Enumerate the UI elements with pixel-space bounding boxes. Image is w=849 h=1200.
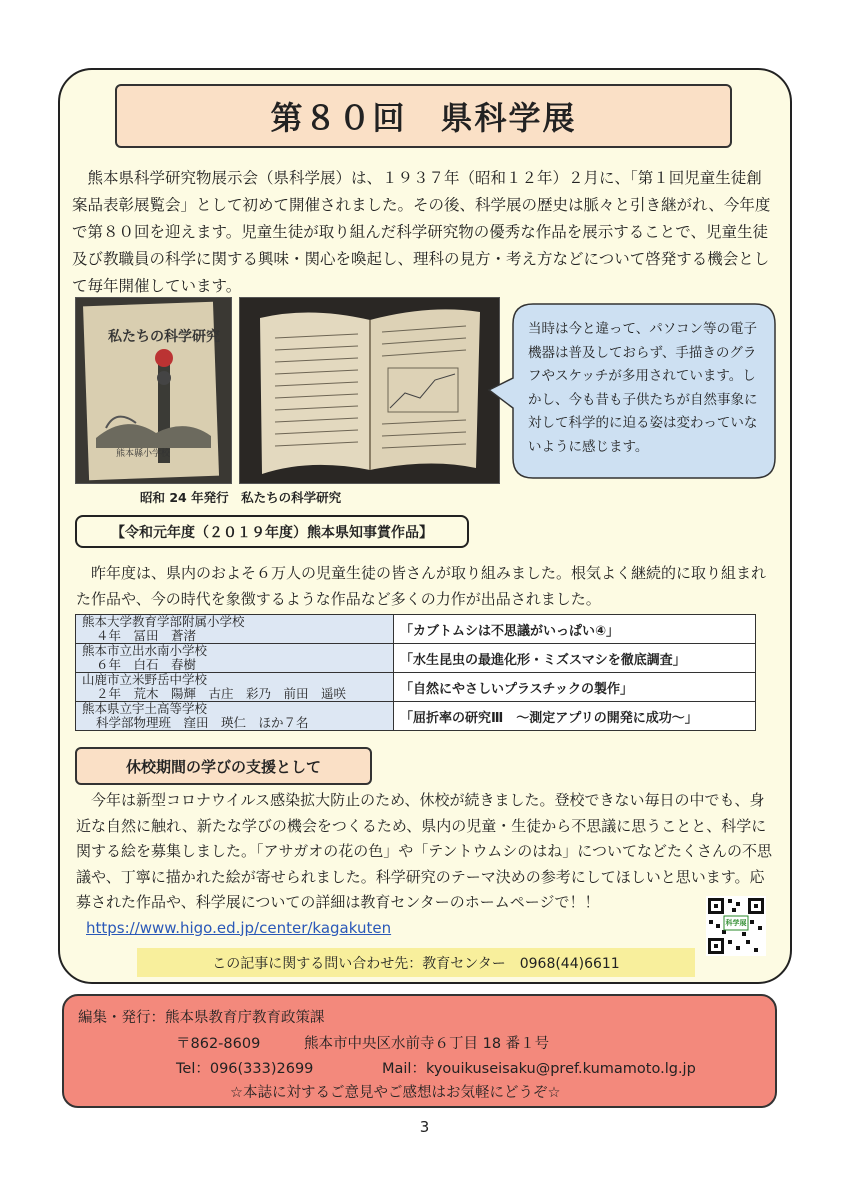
publisher-name: 編集・発行：熊本県教育庁教育政策課 <box>78 1010 325 1026</box>
school-name: 山鹿市立米野岳中学校 <box>82 672 208 687</box>
award-school-cell <box>76 673 394 702</box>
photo-caption: 昭和 24 年発行 私たちの科学研究 <box>140 490 342 505</box>
support-section-heading: 休校期間の学びの支援として <box>75 747 372 785</box>
award-work-title: 「水生昆虫の最進化形・ミズスマシを徹底調査」 <box>394 644 756 673</box>
support-paragraph <box>76 788 776 941</box>
award-work-title: 「自然にやさしいプラスチックの製作」 <box>394 673 756 702</box>
table-row <box>76 644 756 673</box>
student-names: ４年 冨田 蒼渚 <box>96 628 197 643</box>
publisher-box <box>62 994 777 1108</box>
open-book-photo <box>239 297 500 484</box>
award-work-title: 「屈折率の研究Ⅲ ～測定アプリの開発に成功～」 <box>394 702 756 731</box>
school-name: 熊本県立宇土高等学校 <box>82 701 208 716</box>
address: 熊本市中央区水前寺６丁目 18 番１号 <box>304 1036 550 1052</box>
speech-bubble-text: 当時は今と違って、パソコン等の電子機器は普及しておらず、手描きのグラフやスケッチが多用されています。しかし、今も昔も子供たちが自然事象に対して科学的に迫る姿は変わっていないように感じます。 <box>528 321 758 455</box>
postal-code: 〒862-8609 <box>176 1036 261 1052</box>
support-body: 今年は新型コロナウイルス感染拡大防止のため、休校が続きました。登校できない毎日の中でも、身近な自然に触れ、新たな学びの機会をつくるため、県内の児童・生徒から不思議に思うことと、科学に関する絵を募集しました。「アサガオの花の色」や「テントウムシのはね」についてなどたくさんの不思議や、丁寧に描かれた絵が寄せられました。科学研究のテーマ決めの参考にしてほしいと思います。応募された作品や、科学展についての詳細は教育センターのホームページで！！ <box>76 791 773 911</box>
intro-paragraph: 熊本県科学研究物展示会（県科学展）は、１９３７年（昭和１２年）２月に、「第１回児童生徒創案品表彰展覧会」として初めて開催されました。その後、科学展の歴史は脈々と引き継がれ、今年度で第８０回を迎えます。児童生徒が取り組んだ科学研究物の優秀な作品を展示することで、児童生徒及び教職員の科学に関する興味・関心を喚起し、理科の見方・考え方などについて啓発する機会として毎年開催しています。 <box>72 169 771 295</box>
award-school-cell <box>76 644 394 673</box>
page-title: 第８０回 県科学展 <box>115 84 732 148</box>
student-names: ２年 荒木 陽輝 古庄 彩乃 前田 遥咲 <box>96 686 347 701</box>
student-names: ６年 白石 春樹 <box>96 657 197 672</box>
table-row <box>76 615 756 644</box>
table-row <box>76 702 756 731</box>
contact-info: この記事に関する問い合わせ先：教育センター 0968(44)6611 <box>137 948 695 977</box>
award-section-heading: 【令和元年度（２０１９年度）熊本県知事賞作品】 <box>75 515 469 548</box>
school-name: 熊本大学教育学部附属小学校 <box>82 614 245 629</box>
feedback-note: ☆本誌に対するご意見やご感想はお気軽にどうぞ☆ <box>230 1085 561 1101</box>
award-school-cell <box>76 702 394 731</box>
student-names: 科学部物理班 窪田 瑛仁 ほか７名 <box>96 715 309 730</box>
award-work-title: 「カブトムシは不思議がいっぱい④」 <box>394 615 756 644</box>
booklet-cover-publisher: 熊本縣小学校 <box>116 449 171 459</box>
award-intro-paragraph: 昨年度は、県内のおよそ６万人の児童生徒の皆さんが取り組みました。根気よく継続的に取り組まれた作品や、今の時代を象徴するような作品など多くの力作が出品されました。 <box>76 564 767 608</box>
booklet-cover-photo <box>75 297 232 484</box>
telephone: Tel：096(333)2699 <box>176 1061 314 1077</box>
qr-label: 科学展 <box>725 919 747 927</box>
award-table <box>75 614 756 731</box>
page-number: 3 <box>419 1118 430 1136</box>
kagakuten-link[interactable]: https://www.higo.ed.jp/center/kagakuten <box>86 918 392 937</box>
email-address[interactable]: Mail：kyouikuseisaku@pref.kumamoto.lg.jp <box>382 1061 696 1077</box>
booklet-cover-title: 私たちの科学研究 <box>108 329 220 345</box>
award-school-cell <box>76 615 394 644</box>
table-row <box>76 673 756 702</box>
qr-code[interactable] <box>706 896 766 956</box>
school-name: 熊本市立出水南小学校 <box>82 643 208 658</box>
